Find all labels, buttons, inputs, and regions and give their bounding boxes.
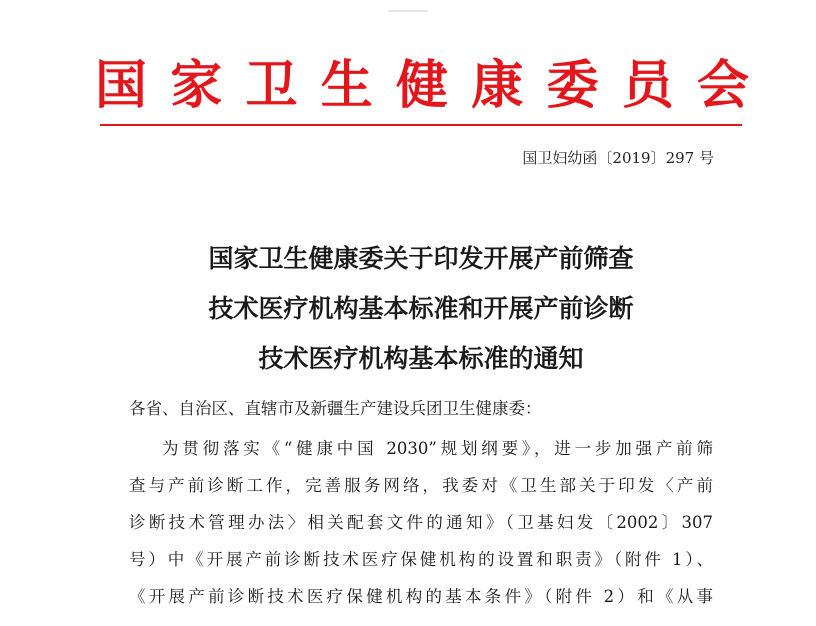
page-top-mark: [388, 10, 428, 12]
masthead-char: 卫: [245, 55, 298, 116]
title-line: 技术医疗机构基本标准的通知: [258, 344, 584, 373]
masthead-char: 会: [696, 55, 749, 116]
masthead-char: 委: [546, 55, 599, 116]
document-title: [100, 234, 742, 384]
body-paragraph: [129, 438, 713, 623]
document-number: 国卫妇幼函〔2019〕297 号: [522, 149, 714, 167]
masthead-char: 生: [320, 55, 373, 116]
body-line: 《开展产前诊断技术医疗保健机构的基本条件》（附件 2）和《从事: [129, 587, 713, 606]
salutation: 各省、自治区、直辖市及新疆生产建设兵团卫生健康委：: [129, 399, 542, 418]
masthead-char: 国: [94, 55, 147, 116]
body-line: 号）中《开展产前诊断技术医疗保健机构的设置和职责》（附件 1）、: [129, 550, 713, 569]
body-line: 为贯彻落实《“健康中国 2030”规划纲要》，进一步加强产前筛: [162, 439, 713, 458]
masthead-red-rule: [100, 124, 742, 126]
masthead-char: 员: [621, 55, 674, 116]
title-line: 国家卫生健康委关于印发开展产前筛查: [208, 244, 634, 273]
body-line: 查与产前诊断工作，完善服务网络，我委对《卫生部关于印发〈产前: [129, 476, 713, 495]
masthead-title: [92, 56, 752, 116]
body-line: 诊断技术管理办法〉相关配套文件的通知》（卫基妇发〔2002〕307: [129, 513, 713, 532]
masthead-char: 健: [395, 55, 448, 116]
masthead-char: 康: [471, 55, 524, 116]
masthead-char: 家: [170, 55, 223, 116]
title-line: 技术医疗机构基本标准和开展产前诊断: [208, 294, 634, 323]
